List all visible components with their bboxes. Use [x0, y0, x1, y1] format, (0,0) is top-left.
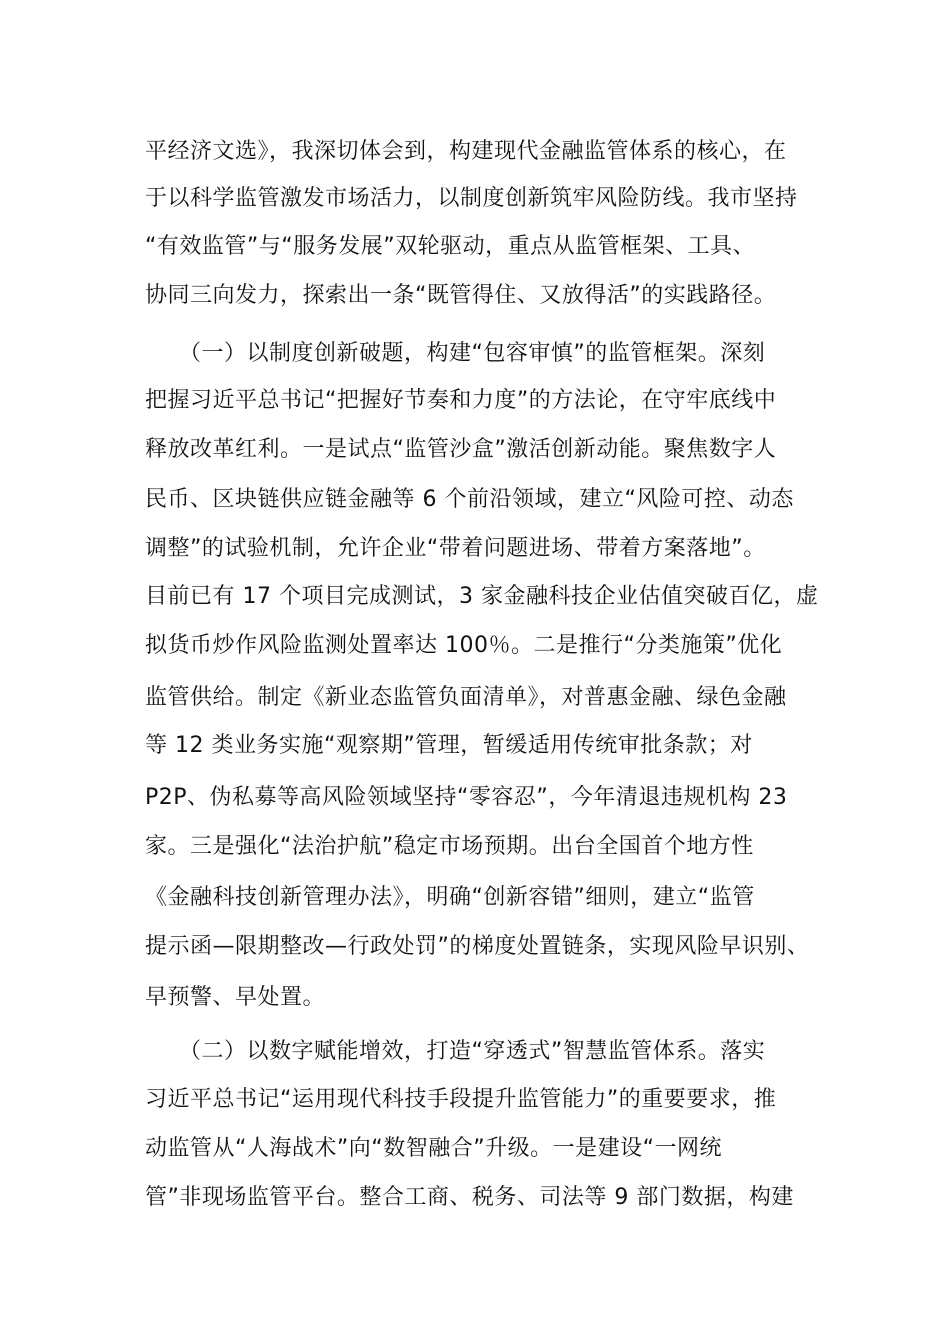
- text-line: 于以科学监管激发市场活力，以制度创新筑牢风险防线。我市坚持: [145, 186, 798, 211]
- text-line: 管”非现场监管平台。整合工商、税务、司法等 9 部门数据，构建: [145, 1185, 794, 1210]
- text-line: 协同三向发力，探索出一条“既管得住、又放得活”的实践路径。: [145, 283, 777, 308]
- text-line: 拟货币炒作风险监测处置率达 100％。二是推行“分类施策”优化: [145, 633, 783, 658]
- text-line: 释放改革红利。一是试点“监管沙盒”激活创新动能。聚焦数字人: [145, 437, 777, 462]
- text-line: 提示函—限期整改—行政处罚”的梯度处置链条，实现风险早识别、: [145, 934, 810, 959]
- text-line: “有效监管”与“服务发展”双轮驱动，重点从监管框架、工具、: [145, 234, 756, 259]
- text-line: （一）以制度创新破题，构建“包容审慎”的监管框架。深刻: [145, 341, 766, 366]
- text-line: 习近平总书记“运用现代科技手段提升监管能力”的重要要求，推: [145, 1087, 777, 1112]
- text-line: 把握习近平总书记“把握好节奏和力度”的方法论，在守牢底线中: [145, 388, 777, 413]
- text-line: 民币、区块链供应链金融等 6 个前沿领域，建立“风险可控、动态: [145, 487, 794, 512]
- text-line: 调整”的试验机制，允许企业“带着问题进场、带着方案落地”。: [145, 536, 766, 561]
- text-line: 动监管从“人海战术”向“数智融合”升级。一是建设“一网统: [145, 1136, 722, 1161]
- text-line: 平经济文选》，我深切体会到，构建现代金融监管体系的核心，在: [145, 139, 787, 164]
- text-line: P2P、伪私募等高风险领域坚持“零容忍”，今年清退违规机构 23: [145, 785, 788, 810]
- text-line: 家。三是强化“法治护航”稳定市场预期。出台全国首个地方性: [145, 834, 754, 859]
- text-line: 《金融科技创新管理办法》，明确“创新容错”细则，建立“监管: [145, 885, 755, 910]
- text-line: 等 12 类业务实施“观察期”管理，暂缓适用传统审批条款；对: [145, 733, 753, 758]
- text-line: 早预警、早处置。: [145, 985, 326, 1010]
- text-line: 监管供给。制定《新业态监管负面清单》，对普惠金融、绿色金融: [145, 685, 787, 710]
- text-line: （二）以数字赋能增效，打造“穿透式”智慧监管体系。落实: [145, 1039, 766, 1064]
- text-line: 目前已有 17 个项目完成测试，3 家金融科技企业估值突破百亿，虚: [145, 584, 819, 609]
